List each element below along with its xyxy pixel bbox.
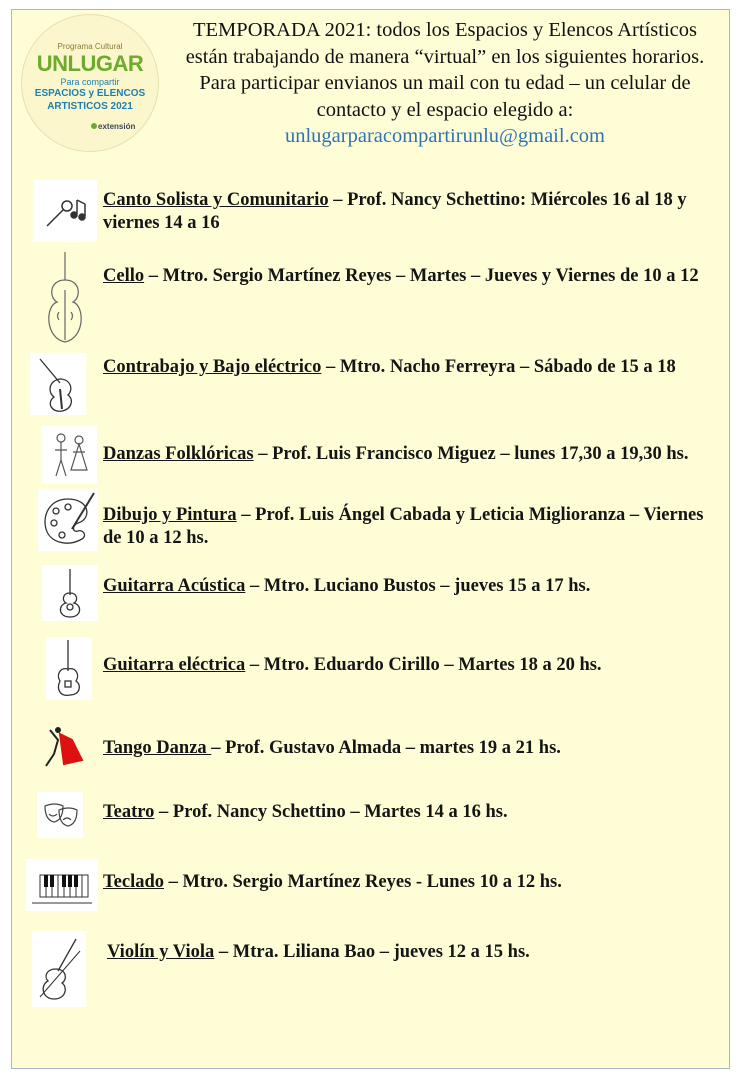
- logo-dot-icon: [91, 123, 97, 129]
- subject-detail: – Prof. Luis Ángel Cabada y Leticia Miglioranza – Viernes de 10 a 12 hs.: [103, 505, 704, 548]
- acoustic-guitar-icon: [42, 565, 98, 621]
- subject-detail: – Mtra. Liliana Bao – jueves 12 a 15 hs.: [214, 942, 530, 962]
- header-announcement: [175, 17, 715, 150]
- list-item: [103, 871, 718, 894]
- logo-tagline: Para compartir: [60, 77, 120, 87]
- subject-detail: – Mtro. Sergio Martínez Reyes – Martes – Jueves y Viernes de 10 a 12: [144, 266, 699, 286]
- list-item: [107, 941, 722, 964]
- subject-title: Guitarra eléctrica: [103, 655, 246, 675]
- subject-detail: – Mtro. Luciano Bustos – jueves 15 a 17 hs.: [245, 576, 591, 596]
- list-item: [103, 575, 718, 598]
- subject-detail: – Mtro. Eduardo Cirillo – Martes 18 a 20 hs.: [245, 655, 602, 675]
- subject-detail: – Prof. Nancy Schettino: Miércoles 16 al 18 y viernes 14 a 16: [103, 190, 687, 233]
- paint-palette-icon: [38, 489, 98, 551]
- violin-icon: [32, 931, 86, 1007]
- header-text: TEMPORADA 2021: todos los Espacios y Elencos Artísticos están trabajando de manera “virtual” en los siguientes horarios. Para participar envianos un mail con tu edad – un celular de contacto y el espacio elegido a:: [185, 19, 705, 121]
- subject-detail: – Mtro. Sergio Martínez Reyes - Lunes 10 a 12 hs.: [164, 872, 562, 892]
- list-item: [103, 189, 718, 235]
- subject-detail: – Prof. Gustavo Almada – martes 19 a 21 hs.: [211, 738, 561, 758]
- theater-masks-icon: [37, 792, 83, 838]
- contact-email-link[interactable]: unlugarparacompartirunlu@gmail.com: [284, 125, 605, 147]
- subject-title: Violín y Viola: [107, 942, 215, 962]
- subject-detail: – Prof. Nancy Schettino – Martes 14 a 16 hs.: [154, 802, 508, 822]
- list-item: [103, 265, 718, 288]
- program-logo: [21, 14, 159, 152]
- logo-line-1: ESPACIOS y ELENCOS: [34, 88, 146, 99]
- list-item: [103, 801, 718, 824]
- subject-detail: – Mtro. Nacho Ferreyra – Sábado de 15 a 18: [321, 357, 676, 377]
- list-item: [103, 504, 718, 550]
- subject-title: Contrabajo y Bajo eléctrico: [103, 357, 322, 377]
- subject-title: Canto Solista y Comunitario: [103, 190, 329, 210]
- subject-title: Guitarra Acústica: [103, 576, 246, 596]
- subject-title: Danzas Folklóricas: [103, 444, 254, 464]
- subject-title: Teclado: [103, 872, 164, 892]
- logo-program-label: Programa Cultural: [57, 42, 123, 51]
- list-item: [103, 737, 718, 760]
- logo-line-2: ARTISTICOS 2021: [47, 101, 133, 112]
- tango-dancers-icon: [36, 724, 90, 774]
- folk-dancers-icon: [41, 426, 97, 484]
- electric-guitar-icon: [46, 637, 92, 700]
- subject-title: Dibujo y Pintura: [103, 505, 237, 525]
- list-item: [103, 443, 718, 466]
- subject-title: Teatro: [103, 802, 155, 822]
- microphone-icon: [33, 180, 97, 242]
- double-bass-icon: [30, 353, 86, 415]
- list-item: [103, 356, 718, 379]
- logo-org: extensión: [98, 122, 136, 131]
- list-item: [103, 654, 718, 677]
- logo-title: UNLUGAR: [36, 51, 144, 76]
- subject-detail: – Prof. Luis Francisco Miguez – lunes 17,30 a 19,30 hs.: [253, 444, 689, 464]
- subject-title: Cello: [103, 266, 145, 286]
- subject-title: Tango Danza: [103, 738, 212, 758]
- cello-icon: [39, 250, 91, 350]
- keyboard-icon: [26, 859, 98, 911]
